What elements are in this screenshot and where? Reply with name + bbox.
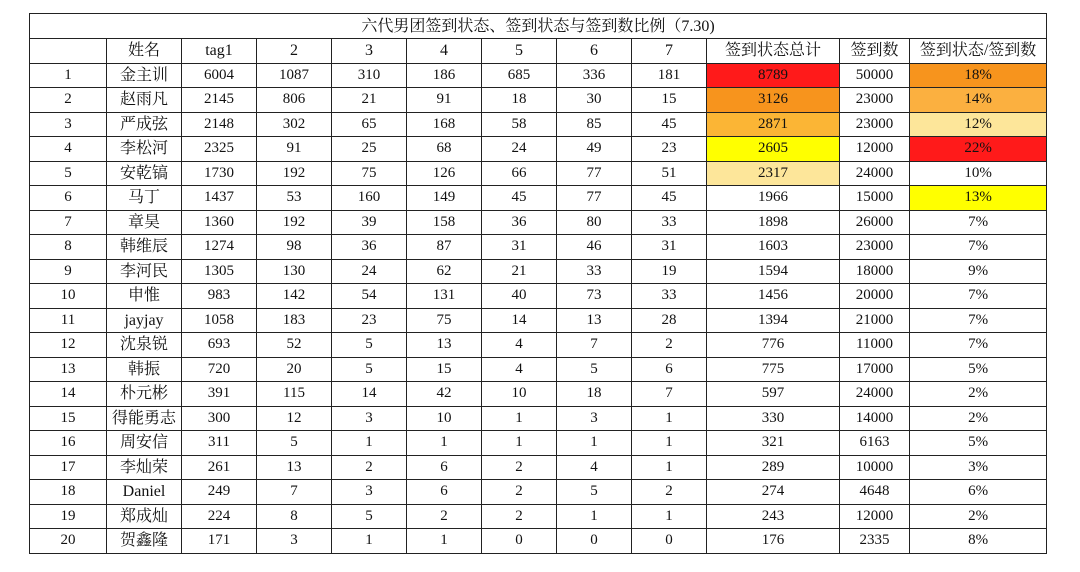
ratio-cell: 3% (910, 455, 1047, 480)
col2-cell: 3 (257, 529, 332, 554)
name-cell: 章昊 (107, 210, 182, 235)
count-cell: 50000 (840, 63, 910, 88)
col7-cell: 28 (632, 308, 707, 333)
count-cell: 18000 (840, 259, 910, 284)
col6-cell: 85 (557, 112, 632, 137)
col3-cell: 2 (332, 455, 407, 480)
index-cell: 18 (30, 480, 107, 505)
col3-cell: 1 (332, 529, 407, 554)
count-cell: 14000 (840, 406, 910, 431)
col2-cell: 5 (257, 431, 332, 456)
col6-cell: 1 (557, 431, 632, 456)
col2-cell: 52 (257, 333, 332, 358)
table-row (30, 161, 1047, 186)
col5-cell: 0 (482, 529, 557, 554)
col6-cell: 3 (557, 406, 632, 431)
name-cell: 李松河 (107, 137, 182, 162)
table-row (30, 308, 1047, 333)
index-cell: 17 (30, 455, 107, 480)
col6-cell: 80 (557, 210, 632, 235)
col3-cell: 160 (332, 186, 407, 211)
col7-cell: 181 (632, 63, 707, 88)
count-cell: 12000 (840, 137, 910, 162)
tag1-cell: 2148 (182, 112, 257, 137)
header-cell-7: 7 (632, 39, 707, 64)
table-row (30, 480, 1047, 505)
col7-cell: 1 (632, 431, 707, 456)
header-cell-ratio: 签到状态/签到数 (910, 39, 1047, 64)
col3-cell: 14 (332, 382, 407, 407)
index-cell: 13 (30, 357, 107, 382)
col4-cell: 15 (407, 357, 482, 382)
table-row (30, 259, 1047, 284)
col6-cell: 5 (557, 357, 632, 382)
count-cell: 23000 (840, 112, 910, 137)
count-cell: 24000 (840, 161, 910, 186)
name-cell: 得能勇志 (107, 406, 182, 431)
name-cell: 严成弦 (107, 112, 182, 137)
name-cell: 李灿荣 (107, 455, 182, 480)
col4-cell: 91 (407, 88, 482, 113)
tag1-cell: 1274 (182, 235, 257, 260)
col4-cell: 6 (407, 480, 482, 505)
total-cell: 1966 (707, 186, 840, 211)
col2-cell: 302 (257, 112, 332, 137)
ratio-cell: 6% (910, 480, 1047, 505)
table-row (30, 112, 1047, 137)
col5-cell: 40 (482, 284, 557, 309)
col7-cell: 31 (632, 235, 707, 260)
col3-cell: 21 (332, 88, 407, 113)
col5-cell: 31 (482, 235, 557, 260)
col5-cell: 2 (482, 504, 557, 529)
col7-cell: 2 (632, 480, 707, 505)
col2-cell: 91 (257, 137, 332, 162)
col2-cell: 13 (257, 455, 332, 480)
tag1-cell: 224 (182, 504, 257, 529)
col2-cell: 806 (257, 88, 332, 113)
col3-cell: 39 (332, 210, 407, 235)
col6-cell: 0 (557, 529, 632, 554)
table-row (30, 333, 1047, 358)
header-cell-6: 6 (557, 39, 632, 64)
total-cell: 1394 (707, 308, 840, 333)
header-cell-3: 3 (332, 39, 407, 64)
col7-cell: 7 (632, 382, 707, 407)
ratio-cell: 12% (910, 112, 1047, 137)
name-cell: Daniel (107, 480, 182, 505)
name-cell: 周安信 (107, 431, 182, 456)
count-cell: 23000 (840, 235, 910, 260)
col2-cell: 192 (257, 210, 332, 235)
tag1-cell: 1058 (182, 308, 257, 333)
total-cell: 1456 (707, 284, 840, 309)
col7-cell: 2 (632, 333, 707, 358)
table-row (30, 210, 1047, 235)
col7-cell: 51 (632, 161, 707, 186)
count-cell: 23000 (840, 88, 910, 113)
index-cell: 4 (30, 137, 107, 162)
col2-cell: 7 (257, 480, 332, 505)
col5-cell: 4 (482, 357, 557, 382)
col3-cell: 65 (332, 112, 407, 137)
name-cell: 郑成灿 (107, 504, 182, 529)
col2-cell: 53 (257, 186, 332, 211)
ratio-cell: 7% (910, 284, 1047, 309)
name-cell: 韩维辰 (107, 235, 182, 260)
col2-cell: 12 (257, 406, 332, 431)
col2-cell: 8 (257, 504, 332, 529)
col3-cell: 1 (332, 431, 407, 456)
tag1-cell: 1730 (182, 161, 257, 186)
col6-cell: 5 (557, 480, 632, 505)
col4-cell: 10 (407, 406, 482, 431)
col4-cell: 68 (407, 137, 482, 162)
col6-cell: 1 (557, 504, 632, 529)
table-row (30, 235, 1047, 260)
ratio-cell: 10% (910, 161, 1047, 186)
col5-cell: 1 (482, 406, 557, 431)
table-row (30, 137, 1047, 162)
col5-cell: 18 (482, 88, 557, 113)
total-cell: 776 (707, 333, 840, 358)
col7-cell: 45 (632, 186, 707, 211)
total-cell: 597 (707, 382, 840, 407)
col6-cell: 77 (557, 186, 632, 211)
name-cell: 贺鑫隆 (107, 529, 182, 554)
col4-cell: 186 (407, 63, 482, 88)
tag1-cell: 1360 (182, 210, 257, 235)
col6-cell: 18 (557, 382, 632, 407)
index-cell: 9 (30, 259, 107, 284)
col2-cell: 20 (257, 357, 332, 382)
col5-cell: 685 (482, 63, 557, 88)
header-cell-count: 签到数 (840, 39, 910, 64)
total-cell: 274 (707, 480, 840, 505)
total-cell: 2605 (707, 137, 840, 162)
col6-cell: 46 (557, 235, 632, 260)
col7-cell: 0 (632, 529, 707, 554)
table-row (30, 284, 1047, 309)
col6-cell: 77 (557, 161, 632, 186)
count-cell: 17000 (840, 357, 910, 382)
col5-cell: 2 (482, 455, 557, 480)
title-row (30, 14, 1047, 39)
index-cell: 5 (30, 161, 107, 186)
ratio-cell: 22% (910, 137, 1047, 162)
index-cell: 12 (30, 333, 107, 358)
name-cell: jayjay (107, 308, 182, 333)
tag1-cell: 2325 (182, 137, 257, 162)
col3-cell: 310 (332, 63, 407, 88)
col6-cell: 7 (557, 333, 632, 358)
col3-cell: 5 (332, 333, 407, 358)
ratio-cell: 7% (910, 333, 1047, 358)
col7-cell: 33 (632, 284, 707, 309)
ratio-cell: 9% (910, 259, 1047, 284)
col4-cell: 131 (407, 284, 482, 309)
col7-cell: 1 (632, 406, 707, 431)
count-cell: 21000 (840, 308, 910, 333)
col6-cell: 49 (557, 137, 632, 162)
col5-cell: 4 (482, 333, 557, 358)
col3-cell: 25 (332, 137, 407, 162)
count-cell: 2335 (840, 529, 910, 554)
name-cell: 沈泉锐 (107, 333, 182, 358)
col7-cell: 33 (632, 210, 707, 235)
col6-cell: 4 (557, 455, 632, 480)
table-row (30, 382, 1047, 407)
index-cell: 7 (30, 210, 107, 235)
col4-cell: 168 (407, 112, 482, 137)
total-cell: 1898 (707, 210, 840, 235)
ratio-cell: 5% (910, 431, 1047, 456)
index-cell: 10 (30, 284, 107, 309)
table-row (30, 504, 1047, 529)
count-cell: 6163 (840, 431, 910, 456)
total-cell: 289 (707, 455, 840, 480)
header-cell-tag1: tag1 (182, 39, 257, 64)
ratio-cell: 2% (910, 382, 1047, 407)
header-cell-index (30, 39, 107, 64)
header-cell-5: 5 (482, 39, 557, 64)
col2-cell: 183 (257, 308, 332, 333)
name-cell: 赵雨凡 (107, 88, 182, 113)
count-cell: 24000 (840, 382, 910, 407)
table-row (30, 63, 1047, 88)
ratio-cell: 8% (910, 529, 1047, 554)
col4-cell: 87 (407, 235, 482, 260)
col3-cell: 23 (332, 308, 407, 333)
ratio-cell: 7% (910, 210, 1047, 235)
signin-ratio-table (29, 13, 1047, 554)
col7-cell: 1 (632, 504, 707, 529)
col4-cell: 6 (407, 455, 482, 480)
table-title: 六代男团签到状态、签到状态与签到数比例（7.30) (30, 14, 1047, 39)
total-cell: 8789 (707, 63, 840, 88)
col4-cell: 1 (407, 431, 482, 456)
total-cell: 321 (707, 431, 840, 456)
col4-cell: 2 (407, 504, 482, 529)
tag1-cell: 311 (182, 431, 257, 456)
col2-cell: 1087 (257, 63, 332, 88)
total-cell: 1594 (707, 259, 840, 284)
col3-cell: 54 (332, 284, 407, 309)
col5-cell: 21 (482, 259, 557, 284)
tag1-cell: 1437 (182, 186, 257, 211)
col3-cell: 5 (332, 504, 407, 529)
tag1-cell: 6004 (182, 63, 257, 88)
tag1-cell: 171 (182, 529, 257, 554)
ratio-cell: 14% (910, 88, 1047, 113)
name-cell: 李河民 (107, 259, 182, 284)
col5-cell: 58 (482, 112, 557, 137)
count-cell: 4648 (840, 480, 910, 505)
total-cell: 330 (707, 406, 840, 431)
name-cell: 马丁 (107, 186, 182, 211)
index-cell: 19 (30, 504, 107, 529)
col4-cell: 62 (407, 259, 482, 284)
name-cell: 金主训 (107, 63, 182, 88)
col2-cell: 130 (257, 259, 332, 284)
col3-cell: 36 (332, 235, 407, 260)
index-cell: 11 (30, 308, 107, 333)
table-row (30, 455, 1047, 480)
table-row (30, 431, 1047, 456)
col4-cell: 149 (407, 186, 482, 211)
ratio-cell: 2% (910, 504, 1047, 529)
col6-cell: 13 (557, 308, 632, 333)
name-cell: 韩振 (107, 357, 182, 382)
count-cell: 10000 (840, 455, 910, 480)
total-cell: 243 (707, 504, 840, 529)
col3-cell: 3 (332, 480, 407, 505)
col3-cell: 24 (332, 259, 407, 284)
index-cell: 6 (30, 186, 107, 211)
col7-cell: 6 (632, 357, 707, 382)
col4-cell: 75 (407, 308, 482, 333)
tag1-cell: 2145 (182, 88, 257, 113)
header-cell-2: 2 (257, 39, 332, 64)
col5-cell: 45 (482, 186, 557, 211)
total-cell: 2317 (707, 161, 840, 186)
ratio-cell: 5% (910, 357, 1047, 382)
col3-cell: 3 (332, 406, 407, 431)
total-cell: 1603 (707, 235, 840, 260)
index-cell: 14 (30, 382, 107, 407)
index-cell: 2 (30, 88, 107, 113)
ratio-cell: 2% (910, 406, 1047, 431)
index-cell: 8 (30, 235, 107, 260)
col7-cell: 19 (632, 259, 707, 284)
name-cell: 申惟 (107, 284, 182, 309)
col4-cell: 13 (407, 333, 482, 358)
index-cell: 3 (30, 112, 107, 137)
count-cell: 12000 (840, 504, 910, 529)
ratio-cell: 18% (910, 63, 1047, 88)
tag1-cell: 983 (182, 284, 257, 309)
count-cell: 11000 (840, 333, 910, 358)
col5-cell: 24 (482, 137, 557, 162)
index-cell: 1 (30, 63, 107, 88)
col7-cell: 23 (632, 137, 707, 162)
col4-cell: 42 (407, 382, 482, 407)
tag1-cell: 249 (182, 480, 257, 505)
table-row (30, 186, 1047, 211)
header-cell-total: 签到状态总计 (707, 39, 840, 64)
total-cell: 3126 (707, 88, 840, 113)
col3-cell: 75 (332, 161, 407, 186)
col6-cell: 336 (557, 63, 632, 88)
tag1-cell: 693 (182, 333, 257, 358)
col6-cell: 30 (557, 88, 632, 113)
col3-cell: 5 (332, 357, 407, 382)
col2-cell: 115 (257, 382, 332, 407)
table-row (30, 529, 1047, 554)
index-cell: 20 (30, 529, 107, 554)
col7-cell: 15 (632, 88, 707, 113)
ratio-cell: 13% (910, 186, 1047, 211)
col2-cell: 192 (257, 161, 332, 186)
ratio-cell: 7% (910, 308, 1047, 333)
total-cell: 2871 (707, 112, 840, 137)
table-row (30, 406, 1047, 431)
tag1-cell: 1305 (182, 259, 257, 284)
tag1-cell: 261 (182, 455, 257, 480)
col7-cell: 1 (632, 455, 707, 480)
col2-cell: 142 (257, 284, 332, 309)
header-cell-4: 4 (407, 39, 482, 64)
count-cell: 15000 (840, 186, 910, 211)
header-cell-name: 姓名 (107, 39, 182, 64)
col6-cell: 33 (557, 259, 632, 284)
col2-cell: 98 (257, 235, 332, 260)
name-cell: 安乾镐 (107, 161, 182, 186)
tag1-cell: 300 (182, 406, 257, 431)
total-cell: 775 (707, 357, 840, 382)
col5-cell: 2 (482, 480, 557, 505)
col4-cell: 1 (407, 529, 482, 554)
col4-cell: 158 (407, 210, 482, 235)
total-cell: 176 (707, 529, 840, 554)
col4-cell: 126 (407, 161, 482, 186)
table-row (30, 357, 1047, 382)
col5-cell: 66 (482, 161, 557, 186)
header-row (30, 39, 1047, 64)
ratio-cell: 7% (910, 235, 1047, 260)
count-cell: 26000 (840, 210, 910, 235)
col5-cell: 1 (482, 431, 557, 456)
index-cell: 16 (30, 431, 107, 456)
tag1-cell: 720 (182, 357, 257, 382)
col5-cell: 10 (482, 382, 557, 407)
name-cell: 朴元彬 (107, 382, 182, 407)
col6-cell: 73 (557, 284, 632, 309)
table-row (30, 88, 1047, 113)
index-cell: 15 (30, 406, 107, 431)
col5-cell: 36 (482, 210, 557, 235)
col7-cell: 45 (632, 112, 707, 137)
count-cell: 20000 (840, 284, 910, 309)
col5-cell: 14 (482, 308, 557, 333)
tag1-cell: 391 (182, 382, 257, 407)
